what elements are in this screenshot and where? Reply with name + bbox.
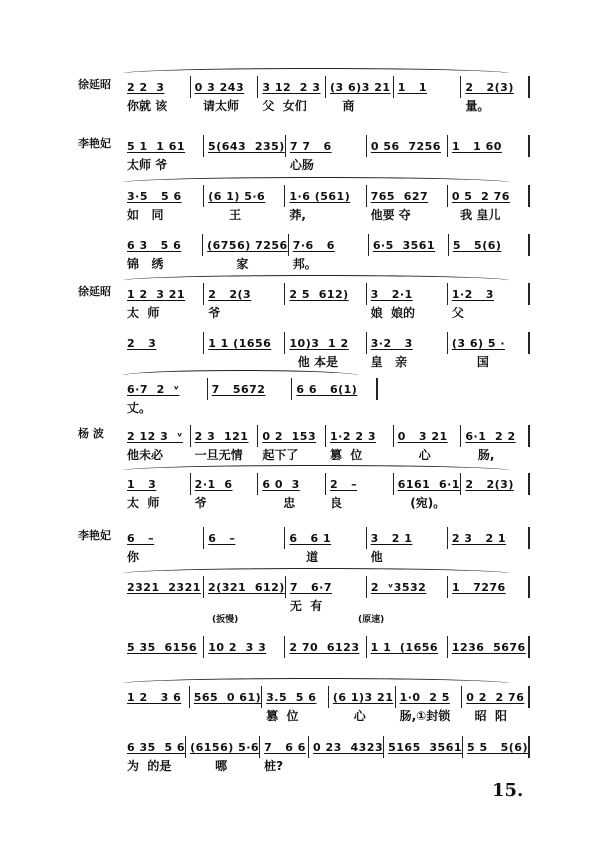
notes: 0 3 21 bbox=[397, 430, 448, 443]
measure bbox=[123, 234, 203, 271]
notes: 3·5 5 6 bbox=[127, 190, 182, 203]
notes: (6756) 7256 bbox=[207, 239, 288, 252]
measure bbox=[326, 425, 394, 462]
measures bbox=[123, 636, 530, 658]
notes: 765 627 bbox=[370, 190, 429, 203]
measure bbox=[448, 576, 530, 598]
measure bbox=[186, 736, 260, 773]
measure bbox=[191, 76, 259, 113]
lyric: 商 bbox=[330, 99, 355, 113]
lyric: 请太师 bbox=[194, 99, 240, 113]
measure bbox=[204, 332, 285, 354]
notes: 3 12 2 3 bbox=[262, 81, 321, 94]
measure bbox=[123, 527, 204, 564]
measures bbox=[123, 332, 530, 369]
measure bbox=[203, 234, 289, 271]
lyric: 父 女们 bbox=[262, 99, 307, 113]
notes: 1 1 (1656 bbox=[370, 641, 439, 654]
measure bbox=[463, 736, 530, 758]
measure bbox=[123, 332, 204, 354]
singer-name: 李艳妃 bbox=[78, 529, 111, 542]
measure bbox=[123, 736, 186, 773]
measure bbox=[204, 135, 286, 157]
notes: 3·2 3 bbox=[370, 337, 413, 350]
notes: 1 1 bbox=[397, 81, 427, 94]
singer-name: 徐延昭 bbox=[78, 285, 111, 298]
measure bbox=[204, 636, 285, 658]
notes: 10 2 3 3 bbox=[208, 641, 267, 654]
measure bbox=[191, 425, 259, 462]
notes: 5165 3561 bbox=[388, 741, 462, 754]
notes: 2 2(3) bbox=[465, 478, 514, 491]
notes: 2·1 6 bbox=[194, 478, 233, 491]
lyric: 篡 位 bbox=[330, 448, 363, 462]
notes: 6161 6·1 bbox=[397, 478, 460, 491]
measure bbox=[258, 425, 326, 462]
measure bbox=[394, 76, 462, 98]
notes: 2 5 612) bbox=[289, 288, 349, 301]
measure bbox=[367, 636, 448, 658]
measure bbox=[461, 473, 530, 495]
measure bbox=[289, 234, 369, 271]
measure bbox=[448, 636, 530, 658]
notes: 2321 2321 bbox=[127, 581, 201, 594]
measures bbox=[123, 527, 530, 564]
score-system bbox=[78, 686, 530, 723]
measure bbox=[258, 76, 326, 113]
lyric: 他未必 bbox=[127, 448, 164, 462]
lyric: 娘 娘的 bbox=[370, 306, 415, 320]
lyric: 他要 夺 bbox=[370, 208, 411, 222]
lyric: 太师 爷 bbox=[127, 158, 168, 172]
measure bbox=[394, 425, 462, 462]
measure bbox=[123, 425, 191, 462]
lyric: 国 bbox=[451, 355, 489, 369]
score-system bbox=[78, 576, 530, 613]
measure bbox=[448, 527, 530, 549]
measure bbox=[367, 185, 448, 222]
measures bbox=[123, 473, 530, 510]
notes: 2 2(3 bbox=[208, 288, 252, 301]
lyric: 太 师 bbox=[127, 496, 160, 510]
notes: 1 2 3 6 bbox=[127, 691, 182, 704]
measure bbox=[292, 378, 378, 400]
lyric: 肠, bbox=[465, 448, 495, 462]
lyric: 无 有 bbox=[289, 599, 323, 613]
notes: 6 3 5 6 bbox=[127, 239, 182, 252]
measures bbox=[123, 425, 530, 462]
lyric: 爷 bbox=[194, 496, 207, 510]
measure bbox=[326, 76, 394, 113]
measures bbox=[123, 378, 378, 415]
notes: 1 1 60 bbox=[451, 140, 502, 153]
lyric: 他 bbox=[370, 550, 383, 564]
score-system bbox=[78, 332, 530, 369]
notes: (6 1) 5·6 bbox=[208, 190, 266, 203]
measure bbox=[190, 686, 262, 708]
notes: 2 3 2 1 bbox=[451, 532, 507, 545]
singer-name: 杨 波 bbox=[78, 427, 104, 440]
measure bbox=[462, 686, 530, 723]
measure bbox=[326, 473, 394, 510]
score-system bbox=[78, 473, 530, 510]
notes: 2 3 121 bbox=[194, 430, 249, 443]
score-system bbox=[78, 425, 530, 462]
measure bbox=[258, 473, 326, 510]
notes: 6·7 2 ᵛ bbox=[127, 383, 180, 396]
lyric: 我 皇儿 bbox=[451, 208, 501, 222]
lyric: 他 本是 bbox=[289, 355, 338, 369]
measure bbox=[367, 135, 448, 157]
notes: 2 2(3) bbox=[465, 81, 514, 94]
notes: (6156) 5·6 bbox=[190, 741, 260, 754]
notes: 6 – bbox=[127, 532, 155, 545]
measure bbox=[384, 736, 463, 758]
measure bbox=[285, 636, 366, 658]
measure bbox=[123, 185, 204, 222]
measure bbox=[448, 332, 530, 369]
measure bbox=[396, 686, 463, 723]
measure bbox=[204, 185, 285, 222]
lyric: 心 bbox=[332, 709, 366, 723]
notes: 2 70 6123 bbox=[289, 641, 360, 654]
lyric: (宛)。 bbox=[397, 496, 446, 510]
notes: 0 23 4323 bbox=[313, 741, 384, 754]
measures bbox=[123, 185, 530, 222]
lyric: 昭 阳 bbox=[466, 709, 507, 723]
notes: 2(321 612) bbox=[208, 581, 285, 594]
lyric: 起下了 bbox=[262, 448, 299, 462]
measure bbox=[448, 135, 530, 157]
notes: 7 7 6 bbox=[289, 140, 332, 153]
notes: 6·5 3561 bbox=[372, 239, 436, 252]
notes: 2 2 3 bbox=[127, 81, 165, 94]
measure bbox=[449, 234, 530, 256]
score-system bbox=[78, 76, 530, 113]
singer-name: 李艳妃 bbox=[78, 137, 111, 150]
notes: 5(643 235) bbox=[208, 140, 285, 153]
notes: 1 1 (1656 bbox=[208, 337, 272, 350]
lyric: 父 bbox=[451, 306, 464, 320]
measure bbox=[123, 135, 204, 172]
notes: 1·6 (561) bbox=[289, 190, 351, 203]
score-system bbox=[78, 636, 530, 670]
lyric: 皇 亲 bbox=[370, 355, 408, 369]
lyric: 良 bbox=[330, 496, 343, 510]
lyric: 心 bbox=[397, 448, 431, 462]
notes: 1·0 2 5 bbox=[399, 691, 450, 704]
measure bbox=[204, 576, 286, 598]
notes: 7 6·7 bbox=[289, 581, 332, 594]
notes: 3 2·1 bbox=[370, 288, 413, 301]
notes: 7 6 6 bbox=[264, 741, 306, 754]
lyric: 太 师 bbox=[127, 306, 160, 320]
notes: 565 0 61) bbox=[193, 691, 262, 704]
lyric: 丈。 bbox=[127, 401, 152, 415]
lyric: 忠 bbox=[262, 496, 296, 510]
notes: (6 1)3 21 bbox=[332, 691, 394, 704]
notes: 0 5 2 76 bbox=[451, 190, 510, 203]
lyric: 莽, bbox=[289, 208, 306, 222]
measures bbox=[123, 686, 530, 723]
measure bbox=[123, 76, 191, 113]
notes: 1 2 3 21 bbox=[127, 288, 186, 301]
measure bbox=[260, 736, 309, 773]
lyric: 如 同 bbox=[127, 208, 164, 222]
notes: 0 3 243 bbox=[194, 81, 245, 94]
notes: 6 – bbox=[208, 532, 236, 545]
notes: 5 1 1 61 bbox=[127, 140, 186, 153]
notes: 6 0 3 bbox=[262, 478, 300, 491]
lyric: 锦 绣 bbox=[127, 257, 164, 271]
lyric: 家 bbox=[207, 257, 249, 271]
notes: 6 6 6(1) bbox=[296, 383, 358, 396]
measure bbox=[208, 378, 293, 400]
notes: 1·2 2 3 bbox=[330, 430, 376, 443]
notes: 0 2 153 bbox=[262, 430, 317, 443]
lyric: 量。 bbox=[465, 99, 490, 113]
lyric: 你 bbox=[127, 550, 140, 564]
notes: 1 7276 bbox=[451, 581, 506, 594]
lyric: 一旦无情 bbox=[194, 448, 243, 462]
measure bbox=[123, 576, 204, 598]
notes: (3 6) 5 · bbox=[451, 337, 505, 350]
measures bbox=[123, 576, 530, 613]
measure bbox=[204, 283, 285, 320]
lyric: 为 的是 bbox=[127, 759, 172, 773]
notes: 3 2 1 bbox=[370, 532, 413, 545]
notes: 1 3 bbox=[127, 478, 157, 491]
notes: 2 3 bbox=[127, 337, 157, 350]
measure bbox=[461, 76, 530, 113]
notes: 2 – bbox=[330, 478, 358, 491]
notes: 5 5 5(6) bbox=[467, 741, 528, 754]
notes: 6 35 5 6 bbox=[127, 741, 186, 754]
lyric: 肠,①封锁 bbox=[399, 709, 451, 723]
page-number: 15. bbox=[492, 780, 524, 801]
notes: 3.5 5 6 bbox=[266, 691, 317, 704]
measure bbox=[367, 283, 448, 320]
measure bbox=[285, 332, 366, 369]
notes: 0 56 7256 bbox=[370, 140, 441, 153]
notes: (3 6)3 21 bbox=[330, 81, 391, 94]
notes: 7·6 6 bbox=[292, 239, 335, 252]
measure bbox=[394, 473, 462, 510]
measure bbox=[285, 527, 366, 564]
notes: 2 ᵛ3532 bbox=[370, 581, 427, 594]
notes: 7 5672 bbox=[211, 383, 266, 396]
measures bbox=[123, 76, 530, 113]
lyric: 哪 bbox=[190, 759, 228, 773]
measure bbox=[204, 527, 285, 549]
notes: 2 12 3 ᵛ bbox=[127, 430, 183, 443]
measure bbox=[329, 686, 396, 723]
lyric: 桩? bbox=[264, 759, 284, 773]
measure bbox=[123, 283, 204, 320]
measures bbox=[123, 283, 530, 320]
measure bbox=[461, 425, 530, 462]
measure bbox=[191, 473, 259, 510]
measure bbox=[369, 234, 449, 256]
notes: 5 35 6156 bbox=[127, 641, 198, 654]
score-system bbox=[78, 527, 530, 564]
measure bbox=[367, 576, 448, 598]
measure bbox=[448, 185, 530, 222]
notes: 6 6 1 bbox=[289, 532, 332, 545]
notes: 10)3 1 2 bbox=[289, 337, 349, 350]
measure bbox=[285, 283, 366, 305]
lyric: 道 bbox=[289, 550, 319, 564]
notes: 6·1 2 2 bbox=[465, 430, 516, 443]
score-system bbox=[78, 283, 530, 320]
lyric: 爷 bbox=[208, 306, 221, 320]
singer-name: 徐延昭 bbox=[78, 78, 111, 91]
notes: 0 2 2 76 bbox=[466, 691, 525, 704]
notes: 1236 5676 bbox=[451, 641, 526, 654]
tempo-mark-slow: (扳慢) bbox=[212, 615, 239, 625]
measure bbox=[367, 527, 448, 564]
measure bbox=[123, 686, 190, 708]
measure bbox=[367, 332, 448, 369]
measures bbox=[123, 135, 530, 172]
score-system bbox=[78, 185, 530, 222]
measure bbox=[286, 135, 367, 172]
score-system bbox=[78, 378, 378, 415]
score-system bbox=[78, 234, 530, 271]
measure bbox=[123, 378, 208, 415]
measure bbox=[286, 576, 367, 613]
score-system bbox=[78, 135, 530, 172]
score-system bbox=[78, 736, 530, 773]
lyric: 邦。 bbox=[292, 257, 317, 271]
measures bbox=[123, 736, 530, 773]
measure bbox=[123, 473, 191, 510]
lyric: 心肠 bbox=[289, 158, 314, 172]
measure bbox=[262, 686, 329, 723]
notes: 5 5(6) bbox=[452, 239, 502, 252]
lyric: 王 bbox=[208, 208, 242, 222]
lyric: 篡 位 bbox=[266, 709, 299, 723]
lyric: 你就 该 bbox=[127, 99, 168, 113]
notes: 1·2 3 bbox=[451, 288, 494, 301]
measures bbox=[123, 234, 530, 271]
measure bbox=[123, 636, 204, 658]
measure bbox=[309, 736, 384, 758]
tempo-mark-original: (原速) bbox=[358, 615, 385, 625]
measure bbox=[448, 283, 530, 320]
measure bbox=[285, 185, 366, 222]
